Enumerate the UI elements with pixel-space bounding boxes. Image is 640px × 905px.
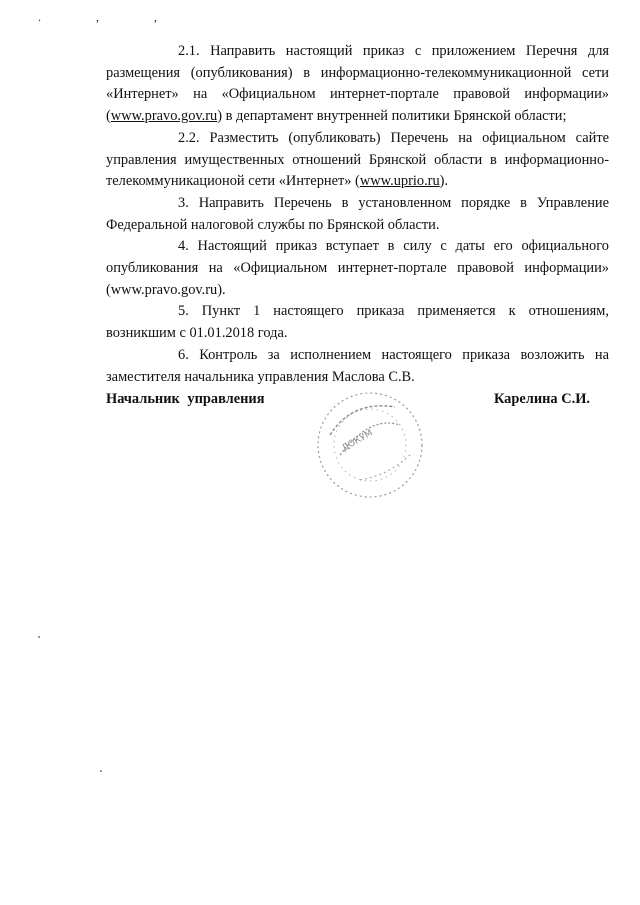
- paragraph-number: 2.1.: [178, 43, 200, 59]
- paragraph-3: [106, 193, 609, 236]
- scan-speck: [38, 636, 40, 638]
- paragraph-text: Контроль за исполнением настоящего приказа возложить на заместителя начальника управления Маслова С.В.: [106, 346, 609, 385]
- paragraph-2-1: [106, 41, 609, 128]
- paragraph-text-tail: ).: [439, 173, 449, 190]
- paragraph-text: Разместить (опубликовать) Перечень на официальном сайте управления имущественных отношений Брянской области в информационно-телекоммуникационой сети «Интернет» (: [106, 129, 609, 190]
- official-stamp-icon: [300, 375, 440, 515]
- paragraph-number: 2.2.: [178, 129, 200, 146]
- signatory-name: Карелина С.И.: [493, 391, 590, 407]
- scan-speck: [100, 770, 102, 772]
- paragraph-text: Направить Перечень в установленном порядке в Управление Федеральной налоговой службы по Брянской области.: [106, 194, 609, 233]
- paragraph-4: [106, 236, 609, 301]
- paragraph-number: 4.: [178, 238, 189, 255]
- paragraph-number: 3.: [178, 194, 189, 211]
- paragraph-text: Пункт 1 настоящего приказа применяется к отношениям, возникшим с 01.01.2018 года.: [106, 303, 609, 342]
- stamp-lettering: ДОКУМ: [340, 428, 375, 454]
- uprio-link[interactable]: www.uprio.ru: [359, 173, 440, 190]
- document-body: [106, 41, 609, 388]
- paragraph-number: 5.: [178, 303, 189, 320]
- pravo-link[interactable]: www.pravo.gov.ru: [110, 108, 218, 125]
- signatory-title: Начальник управления: [106, 391, 265, 407]
- paragraph-text: Направить настоящий приказ с приложением Перечня для размещения (опубликования) в информационно-телекоммуникационной сети «Интернет» на «Официальном интернет-портале правовой информации» (: [106, 43, 609, 125]
- paragraph-number: 6.: [178, 346, 189, 363]
- scan-corner-marks: . , ,: [38, 10, 183, 24]
- paragraph-5: [106, 301, 609, 344]
- paragraph-text: Настоящий приказ вступает в силу с даты его официального опубликования на «Официальном интернет-портале правовой информации» (www.pravo.gov.ru).: [106, 238, 609, 298]
- paragraph-2-2: [106, 128, 609, 193]
- paragraph-text-tail: ) в департамент внутренней политики Брянской области;: [217, 108, 567, 125]
